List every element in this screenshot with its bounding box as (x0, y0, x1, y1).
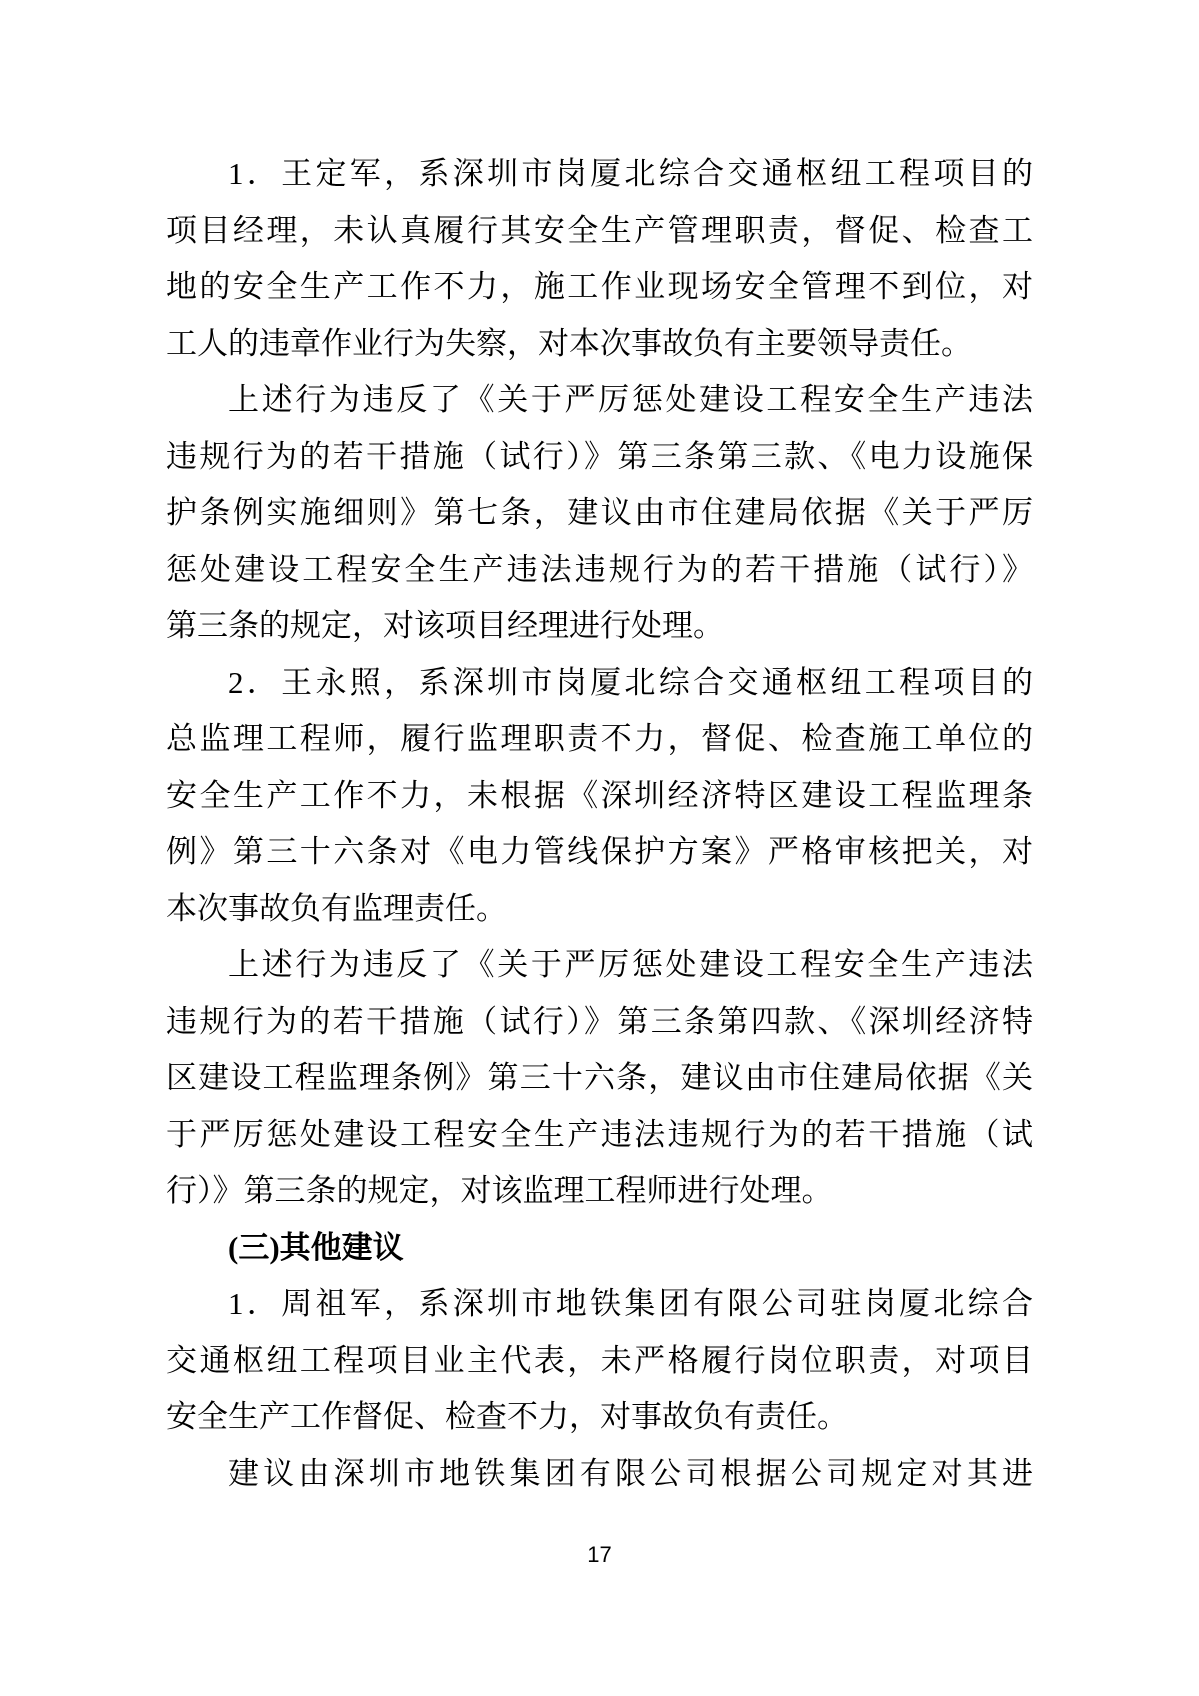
text-line: 1．王定军，系深圳市岗厦北综合交通枢纽工程项目的 (228, 156, 1033, 191)
text-line: 护条例实施细则》第七条，建议由市住建局依据《关于严厉 (166, 495, 1033, 530)
text-line: 上述行为违反了《关于严厉惩处建设工程安全生产违法 (228, 947, 1033, 982)
text-line: 建议由深圳市地铁集团有限公司根据公司规定对其进 (228, 1455, 1033, 1491)
text-line: 1．周祖军，系深圳市地铁集团有限公司驻岗厦北综合 (228, 1286, 1033, 1321)
text-line: 安全生产工作不力，未根据《深圳经济特区建设工程监理条 (166, 777, 1033, 813)
section-heading: (三)其他建议 (228, 1229, 404, 1265)
text-line: 工人的违章作业行为失察，对本次事故负有主要领导责任。 (166, 325, 972, 361)
text-line: 行）》第三条的规定，对该监理工程师进行处理。 (166, 1173, 833, 1208)
text-line: 违规行为的若干措施（试行）》第三条第三款、《电力设施保 (166, 438, 1033, 474)
text-line: 惩处建设工程安全生产违法违规行为的若干措施（试行）》 (166, 551, 1033, 587)
text-line: 交通枢纽工程项目业主代表，未严格履行岗位职责，对项目 (166, 1342, 1033, 1378)
page-number: 17 (587, 1542, 612, 1567)
text-line: 总监理工程师，履行监理职责不力，督促、检查施工单位的 (166, 721, 1033, 756)
text-line: 区建设工程监理条例》第三十六条，建议由市住建局依据《关 (166, 1060, 1033, 1095)
text-line: 例》第三十六条对《电力管线保护方案》严格审核把关，对 (166, 834, 1033, 869)
text-body (166, 146, 1033, 1502)
text-line: 本次事故负有监理责任。 (166, 890, 507, 926)
text-line: 于严厉惩处建设工程安全生产违法违规行为的若干措施（试 (166, 1116, 1033, 1152)
text-line: 第三条的规定，对该项目经理进行处理。 (166, 608, 724, 643)
text-line: 违规行为的若干措施（试行）》第三条第四款、《深圳经济特 (166, 1003, 1033, 1039)
text-line: 项目经理，未认真履行其安全生产管理职责，督促、检查工 (166, 212, 1033, 248)
text-line: 2．王永照，系深圳市岗厦北综合交通枢纽工程项目的 (228, 664, 1033, 700)
text-line: 上述行为违反了《关于严厉惩处建设工程安全生产违法 (228, 382, 1033, 417)
text-line: 安全生产工作督促、检查不力，对事故负有责任。 (166, 1399, 848, 1434)
text-line: 地的安全生产工作不力，施工作业现场安全管理不到位，对 (166, 269, 1033, 304)
